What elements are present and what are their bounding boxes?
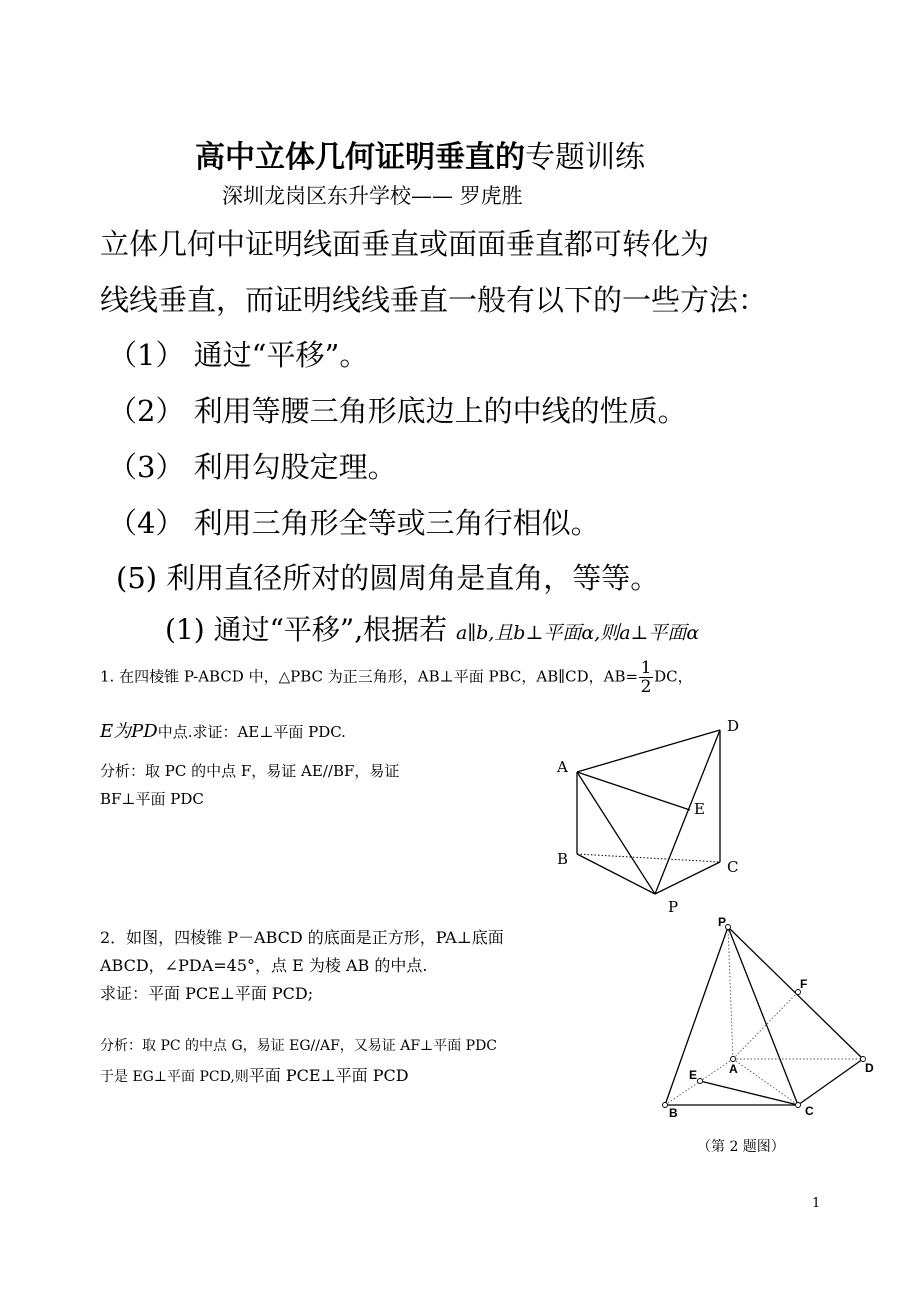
edge-AC-hidden <box>733 1059 798 1105</box>
label2-A: A <box>729 1062 738 1076</box>
edge-EC <box>700 1081 798 1105</box>
edge-AP <box>577 772 655 894</box>
section-1-heading <box>165 608 699 648</box>
section-1-condition: a∥b,且b⊥平面α,则a⊥平面α <box>456 622 700 644</box>
problem-2-line-3: 求证：平面 PCE⊥平面 PCD; <box>100 984 314 1003</box>
page-number: 1 <box>812 1196 821 1211</box>
point-B <box>663 1103 668 1108</box>
figure-2-caption: （第 2 题图） <box>697 1139 785 1155</box>
subtitle: 深圳龙岗区东升学校—— 罗虎胜 <box>222 184 523 208</box>
label2-E: E <box>689 1068 698 1082</box>
problem-1-line-2 <box>100 717 346 743</box>
method-5: (5) 利用直径所对的圆周角是直角，等等。 <box>116 561 660 595</box>
label-A: A <box>557 758 568 776</box>
edge-BP <box>577 854 655 894</box>
label-B: B <box>557 850 569 868</box>
point-C <box>796 1103 801 1108</box>
method-3: （3） 利用勾股定理。 <box>108 450 397 484</box>
problem-2-analysis-2a: 于是 EG⊥平面 PCD,则 <box>100 1069 249 1085</box>
problem-1-analysis-1: 分析：取 PC 的中点 F，易证 AE//BF，易证 <box>100 762 400 780</box>
problem-1-analysis-2: BF⊥平面 PDC <box>100 790 204 808</box>
intro-line-1: 立体几何中证明线面垂直或面面垂直都可转化为 <box>100 227 710 261</box>
figure-problem-1 <box>540 712 760 917</box>
problem-2-analysis-2 <box>100 1063 409 1086</box>
figure-problem-2 <box>655 910 885 1125</box>
label-D: D <box>727 717 740 735</box>
point-A <box>731 1057 736 1062</box>
problem-2-analysis-2b: 平面 PCE⊥平面 PCD <box>248 1066 409 1085</box>
label2-D: D <box>865 1061 874 1075</box>
label-E: E <box>694 800 705 818</box>
point-E <box>698 1079 703 1084</box>
method-1: （1） 通过“平移”。 <box>108 338 369 372</box>
point-P <box>726 925 731 930</box>
intro-line-2: 线线垂直，而证明线线垂直一般有以下的一些方法： <box>100 283 768 317</box>
problem-1-line-2-italic: E为PD <box>100 721 158 742</box>
fraction-numerator: 1 <box>640 658 652 678</box>
edge-PC <box>728 927 798 1105</box>
problem-2-line-1: 2．如图，四棱锥 P－ABCD 的底面是正方形，PA⊥底面 <box>100 928 504 947</box>
edge-AF-hidden <box>733 992 798 1059</box>
edge-BC-hidden <box>577 854 720 862</box>
label2-F: F <box>800 977 808 991</box>
edge-AE <box>577 772 690 810</box>
edge-CD <box>798 1059 863 1105</box>
problem-1-text-after: DC， <box>654 667 693 686</box>
label2-P: P <box>718 915 727 929</box>
edge-AD <box>577 730 720 772</box>
problem-2-line-2: ABCD，∠PDA=45°，点 E 为棱 AB 的中点. <box>100 956 428 975</box>
method-2: （2） 利用等腰三角形底边上的中线的性质。 <box>108 394 687 428</box>
problem-1-line-2-rest: 中点.求证：AE⊥平面 PDC. <box>157 723 346 741</box>
section-1-heading-text: (1) 通过“平移”,根据若 <box>165 613 448 646</box>
problem-2-analysis-1: 分析：取 PC 的中点 G，易证 EG//AF，又易证 AF⊥平面 PDC <box>100 1038 498 1054</box>
edge-PA-hidden <box>728 927 733 1059</box>
title-normal: 专题训练 <box>525 140 645 175</box>
label2-B: B <box>669 1106 678 1120</box>
edge-DP <box>655 730 720 894</box>
problem-1-text-before: 1. 在四棱锥 P-ABCD 中，△PBC 为正三角形，AB⊥平面 PBC，AB∥CD，AB= <box>100 667 639 686</box>
title-bold: 高中立体几何证明垂直的 <box>195 140 525 175</box>
page-title <box>195 132 645 176</box>
problem-1-statement <box>100 659 693 696</box>
label2-C: C <box>805 1104 814 1118</box>
label-C: C <box>727 858 739 876</box>
fraction-one-half <box>639 659 653 696</box>
method-4: （4） 利用三角形全等或三角行相似。 <box>108 506 600 540</box>
edge-PC <box>655 862 720 894</box>
fraction-denominator: 2 <box>640 677 652 697</box>
label-P: P <box>668 898 679 916</box>
